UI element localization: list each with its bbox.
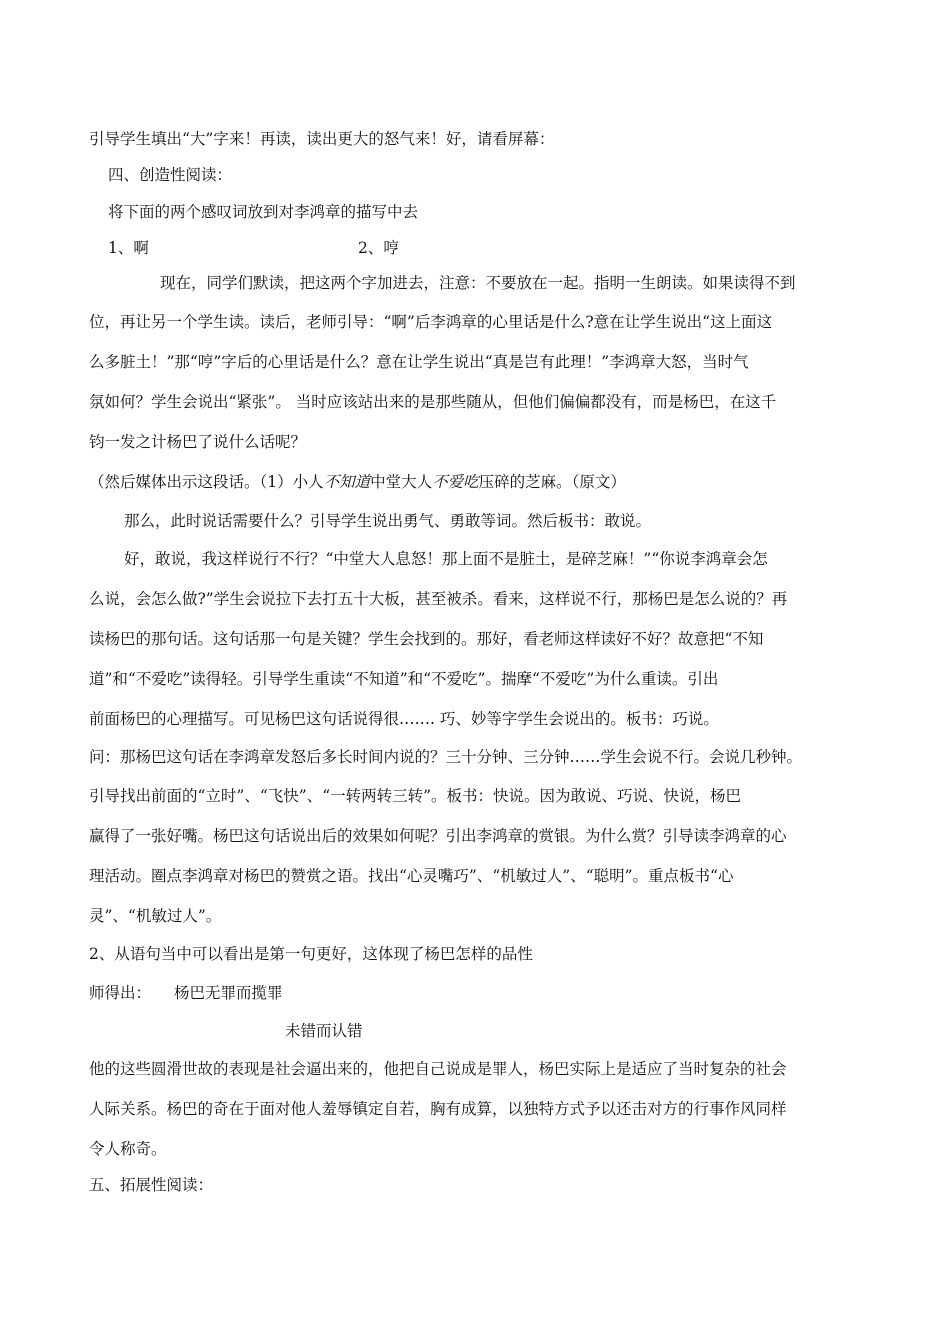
text-line: 赢得了一张好嘴。杨巴这句话说出后的效果如何呢？引出李鸿章的赏银。为什么赏？引导读李鸿章的心 — [89, 827, 787, 845]
text-line: 师得出： — [89, 984, 152, 1002]
text-line: 现在，同学们默读，把这两个字加进去，注意：不要放在一起。指明一生朗读。如果读得不到 — [160, 274, 796, 292]
quote-line — [89, 472, 626, 492]
text-line: 未错而认错 — [285, 1022, 363, 1040]
text-line: 钧一发之计杨巴了说什么话呢？ — [89, 433, 307, 451]
text-line: 读杨巴的那句话。这句话那一句是关键？学生会找到的。那好，看老师这样读好不好？故意把“不知 — [89, 630, 764, 648]
text-line: 那么，此时说话需要什么？引导学生说出勇气、勇敢等词。然后板书：敢说。 — [124, 512, 652, 530]
text-line: 氛如何？学生会说出“紧张”。 当时应该站出来的是那些随从，但他们偏偏都没有，而是杨巴，在这千 — [89, 393, 777, 411]
text-line: 前面杨巴的心理描写。可见杨巴这句话说得很……. 巧、妙等字学生会说出的。板书：巧说。 — [89, 710, 719, 728]
section-heading: 五、拓展性阅读： — [89, 1176, 214, 1194]
text-line: 么说，会怎么做?”学生会说拉下去打五十大板，甚至被杀。看来，这样说不行，那杨巴是怎么说的？再 — [89, 590, 788, 608]
quote-text: （然后媒体出示这段话。（1）小人 — [89, 473, 324, 491]
text-line: 理活动。圈点李鸿章对杨巴的赞赏之语。找出“心灵嘴巧”、“机敏过人”、“聪明”。重点板书“心 — [89, 867, 734, 885]
text-line: 么多脏土！”那“哼”字后的心里话是什么？意在让学生说出“真是岂有此理！”李鸿章大怒，当时气 — [89, 353, 749, 371]
list-item: 2、哼 — [358, 239, 399, 257]
text-line: 灵”、“机敏过人”。 — [89, 907, 222, 925]
text-line: 引导找出前面的“立时”、“飞快”、“一转两转三转”。板书：快说。因为敢说、巧说、快说，杨巴 — [89, 787, 742, 805]
section-heading: 四、创造性阅读： — [108, 166, 233, 184]
list-item: 1、啊 — [108, 239, 149, 257]
text-line: 将下面的两个感叹词放到对李鸿章的描写中去 — [108, 203, 419, 221]
text-line: 令人称奇。 — [89, 1140, 167, 1158]
quote-emphasis: 不知道 — [323, 473, 371, 491]
text-line: 好，敢说，我这样说行不行？“中堂大人息怒！那上面不是脏土，是碎芝麻！”“你说李鸿章会怎 — [124, 550, 768, 568]
text-line: 引导学生填出“大”字来！再读，读出更大的怒气来！好，请看屏幕： — [89, 130, 555, 148]
text-line: 他的这些圆滑世故的表现是社会逼出来的，他把自己说成是罪人，杨巴实际上是适应了当时复杂的社会 — [89, 1060, 787, 1078]
text-line: 位，再让另一个学生读。读后，老师引导：“啊”后李鸿章的心里话是什么?意在让学生说出“这上面这 — [89, 313, 773, 331]
text-line: 道”和“不爱吃”读得轻。引导学生重读“不知道”和“不爱吃”。揣摩“不爱吃”为什么重读。引出 — [89, 670, 719, 688]
text-line: 杨巴无罪而揽罪 — [174, 984, 283, 1002]
text-line: 问：那杨巴这句话在李鸿章发怒后多长时间内说的？三十分钟、三分钟……学生会说不行。会说几秒钟。 — [89, 748, 803, 766]
text-line: 人际关系。杨巴的奇在于面对他人羞辱镇定自若，胸有成算，以独特方式予以还击对方的行事作风同样 — [89, 1100, 787, 1118]
quote-text: 中堂大人 — [370, 473, 433, 491]
quote-emphasis: 不爱吃 — [432, 473, 479, 491]
text-line: 2、从语句当中可以看出是第一句更好，这体现了杨巴怎样的品性 — [89, 945, 533, 963]
quote-text: 压碎的芝麻。（原文） — [478, 473, 626, 491]
